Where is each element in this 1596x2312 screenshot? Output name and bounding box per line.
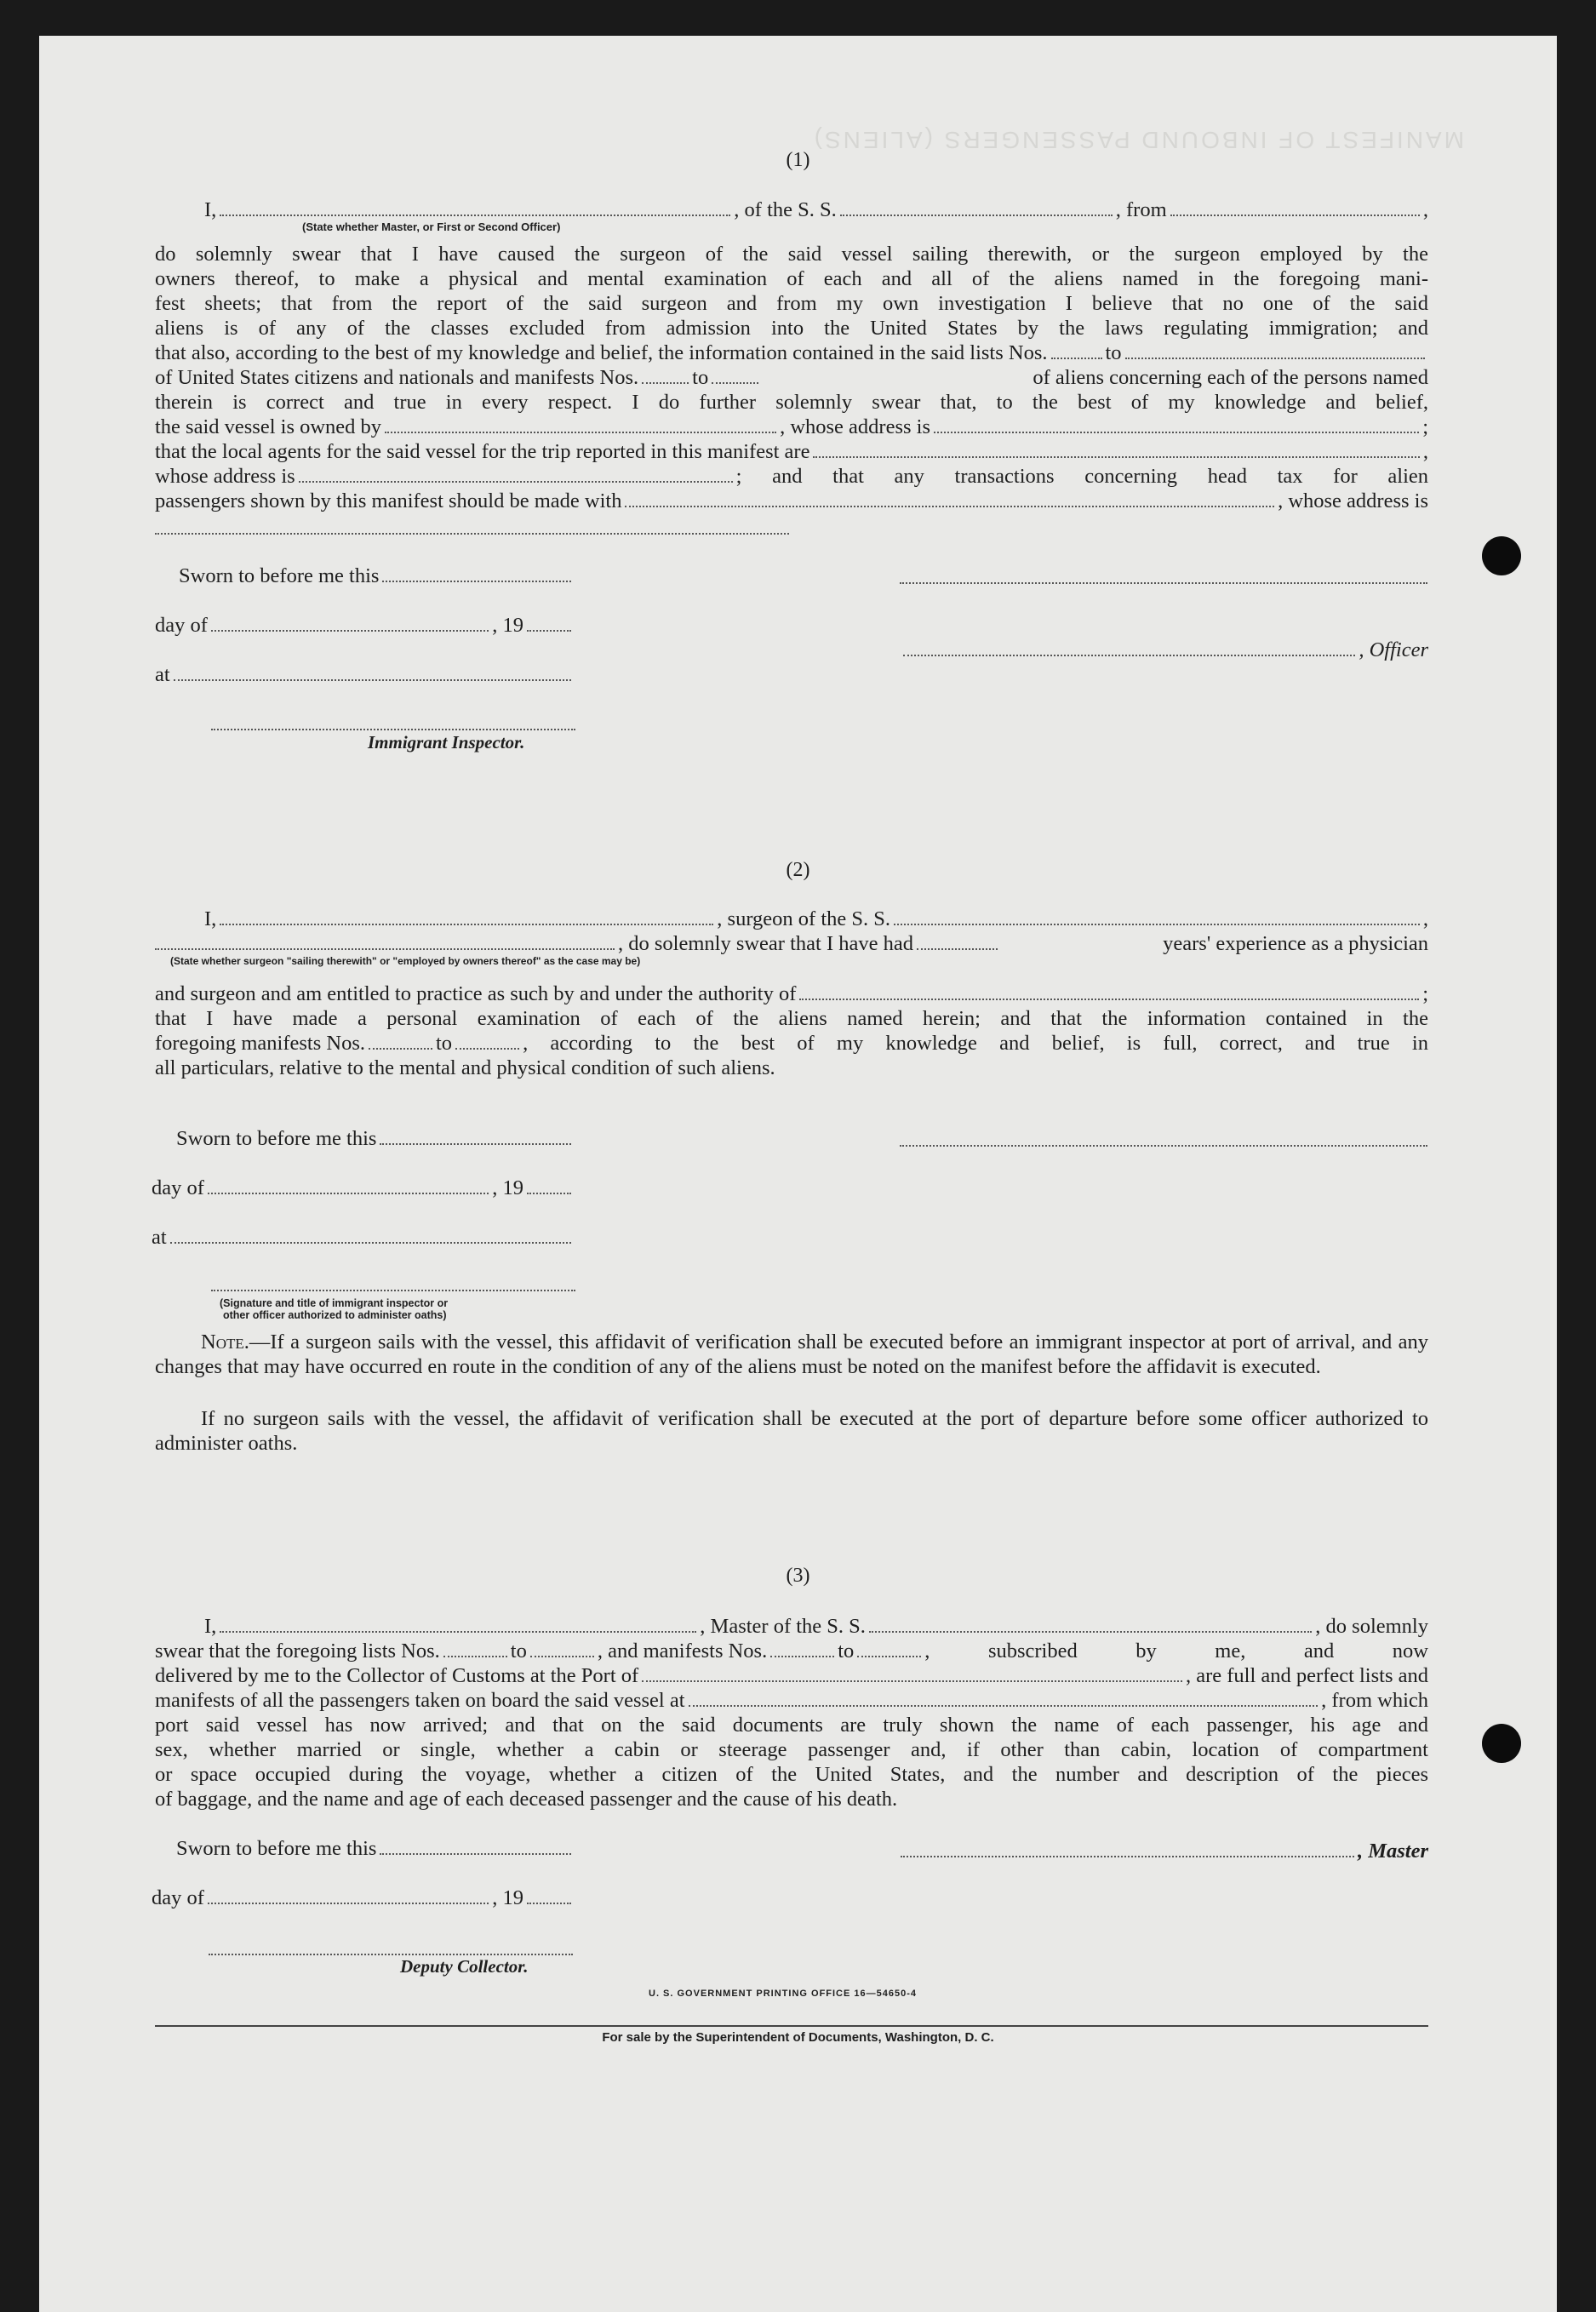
sec2-paragraph-line-4: that I have made a personal examination of each of the aliens named herein; and that the information contained in the <box>155 1007 1428 1030</box>
section-1-number: (1) <box>786 149 810 171</box>
sec1-line-10: that the local agents for the said vessel for the trip reported in this manifest are , <box>155 440 1428 463</box>
sec3-lists-to-field[interactable] <box>530 1640 594 1657</box>
owner-field[interactable] <box>385 416 776 433</box>
sec3-lists-from-field[interactable] <box>443 1640 507 1657</box>
sec2-paragraph-line-6: all particulars, relative to the mental and physical condition of such aliens. <box>155 1056 775 1079</box>
sec3-day-of: day of , 19 <box>152 1886 575 1910</box>
sec3-line-2: swear that the foregoing lists Nos. to , and manifests Nos. to , subscribed by me, and now <box>155 1640 1428 1662</box>
sec3-sworn: Sworn to before me this <box>176 1836 575 1861</box>
master-signature: , Master <box>897 1839 1428 1863</box>
footer-sale-notice: For sale by the Superintendent of Documents, Washington, D. C. <box>602 2030 994 2045</box>
sec2-line-5: foregoing manifests Nos. to , according to the best of my knowledge and belief, is full, correct, and true in <box>155 1032 1428 1055</box>
sec1-paragraph-line-2: do solemnly swear that I have caused the surgeon of the said vessel sailing therewith, or the surgeon employed by the <box>155 243 1428 266</box>
officer-signature-line-2[interactable] <box>903 639 1355 656</box>
master-signature-line[interactable] <box>901 1840 1354 1857</box>
lists-to-field[interactable] <box>1125 342 1425 359</box>
sec2-manifests-to-field[interactable] <box>455 1033 519 1050</box>
sec2-note-2: If no surgeon sails with the vessel, the affidavit of verification shall be executed at the port of departure before some officer authorized to administer oaths. <box>155 1407 1428 1455</box>
sec1-place-field[interactable] <box>174 664 571 681</box>
officer-rank-caption: (State whether Master, or First or Second Officer) <box>302 220 561 233</box>
officer-signature-line-1[interactable] <box>900 582 1427 584</box>
footer-rule <box>155 2025 1428 2027</box>
printer-imprint: U. S. GOVERNMENT PRINTING OFFICE 16—54650-4 <box>649 1989 918 1999</box>
officer-signature: , Officer <box>900 638 1428 662</box>
collector-signature-line[interactable] <box>209 1954 573 1955</box>
sec2-sig-caption-2: other officer authorized to administer oaths) <box>223 1309 447 1321</box>
sec3-line-4: manifests of all the passengers taken on board the said vessel at , from which <box>155 1689 1428 1712</box>
lists-from-field[interactable] <box>1051 342 1102 359</box>
surgeon-vessel-field[interactable] <box>894 908 1420 925</box>
sec3-month-field[interactable] <box>208 1887 489 1904</box>
sec2-line-2: , do solemnly swear that I have had years' experience as a physician <box>155 931 1428 956</box>
sec2-manifests-from-field[interactable] <box>369 1033 432 1050</box>
inspector-caption: Immigrant Inspector. <box>368 732 525 753</box>
surgeon-name-field[interactable] <box>220 908 713 925</box>
master-vessel-field[interactable] <box>869 1616 1312 1633</box>
section-3-number: (3) <box>786 1565 810 1587</box>
sec1-sworn-day-field[interactable] <box>382 565 571 582</box>
departure-port-field[interactable] <box>1170 199 1420 216</box>
practice-authority-field[interactable] <box>799 983 1419 1000</box>
surgeon-signature-line[interactable] <box>900 1145 1427 1147</box>
sec2-month-field[interactable] <box>208 1177 489 1194</box>
sec3-paragraph-line-6: sex, whether married or single, whether a cabin or steerage passenger and, if other than cabin, location of compartment <box>155 1738 1428 1761</box>
sec2-at: at <box>152 1225 575 1250</box>
sec3-paragraph-line-8: of baggage, and the name and age of each deceased passenger and the cause of his death. <box>155 1788 898 1811</box>
sec1-paragraph-line-4: fest sheets; that from the report of the said surgeon and from my own investigation I believe that no one of the said <box>155 292 1428 315</box>
sec1-line-12: passengers shown by this manifest should be made with , whose address is <box>155 489 1428 512</box>
sec2-line-3: and surgeon and am entitled to practice as such by and under the authority of ; <box>155 982 1428 1005</box>
sec2-year-field[interactable] <box>527 1177 571 1194</box>
officer-rank-field[interactable] <box>220 199 730 216</box>
manifests-to-field[interactable] <box>712 367 758 384</box>
sec3-line-1: I, , Master of the S. S. , do solemnly <box>204 1615 1428 1638</box>
sec2-place-field[interactable] <box>170 1227 571 1244</box>
collector-port-field[interactable] <box>642 1665 1182 1682</box>
surgeon-status-field[interactable] <box>155 933 615 950</box>
punch-hole-bottom <box>1482 1724 1521 1763</box>
collector-caption: Deputy Collector. <box>400 1956 529 1977</box>
sec2-sworn: Sworn to before me this <box>176 1126 575 1151</box>
sec1-at: at <box>155 662 575 687</box>
embarkation-port-field[interactable] <box>689 1690 1319 1707</box>
sec1-line-7: of United States citizens and nationals and manifests Nos. to of aliens concerning each of the persons named <box>155 366 1428 389</box>
vessel-name-field[interactable] <box>840 199 1113 216</box>
agents-address-field[interactable] <box>299 466 733 483</box>
owner-address-field[interactable] <box>934 416 1419 433</box>
punch-hole-top <box>1482 536 1521 575</box>
manifests-from-field[interactable] <box>642 367 689 384</box>
sec1-paragraph-line-3: owners thereof, to make a physical and mental examination of each and all of the aliens named in the foregoing mani- <box>155 267 1428 290</box>
sec1-line-1: I, , of the S. S. , from , <box>204 198 1428 221</box>
sec1-paragraph-line-8: therein is correct and true in every respect. I do further solemnly swear that, to the best of my knowledge and belief, <box>155 391 1428 414</box>
master-name-field[interactable] <box>220 1616 696 1633</box>
sec1-year-field[interactable] <box>527 615 571 632</box>
sec1-line-6: that also, according to the best of my knowledge and belief, the information contained in the said lists Nos. to <box>155 341 1428 365</box>
sec3-manifests-to-field[interactable] <box>857 1640 921 1657</box>
sec1-line-9: the said vessel is owned by , whose address is ; <box>155 415 1428 438</box>
sec3-paragraph-line-7: or space occupied during the voyage, whether a citizen of the United States, and the number and description of the pieces <box>155 1763 1428 1786</box>
sec2-sig-caption-1: (Signature and title of immigrant inspector or <box>220 1297 449 1309</box>
sec2-signature-line[interactable] <box>211 1290 575 1291</box>
surgeon-status-caption: (State whether surgeon "sailing therewith" or "employed by owners thereof" as the case may be) <box>170 955 641 967</box>
sec3-manifests-from-field[interactable] <box>770 1640 834 1657</box>
sec2-line-1: I, , surgeon of the S. S. , <box>204 907 1428 930</box>
section-2-number: (2) <box>786 859 810 881</box>
head-tax-address-field[interactable] <box>155 533 789 535</box>
sec1-paragraph-line-5: aliens is of any of the classes excluded from admission into the United States by the laws regulating immigration; and <box>155 317 1428 340</box>
sec1-month-field[interactable] <box>211 615 489 632</box>
sec1-sworn: Sworn to before me this <box>179 564 575 588</box>
sec2-note-1: Note.—If a surgeon sails with the vessel, this affidavit of verification shall be executed before an immigrant inspector at port of arrival, and any changes that may have occurred en route in the condition of any of the aliens must be noted on the manifest before the affidavit is executed. <box>155 1331 1428 1378</box>
sec3-year-field[interactable] <box>527 1887 571 1904</box>
sec2-day-of: day of , 19 <box>152 1176 575 1200</box>
sec1-line-11: whose address is ; and that any transactions concerning head tax for alien <box>155 465 1428 488</box>
head-tax-contact-field[interactable] <box>625 490 1274 507</box>
years-experience-field[interactable] <box>917 933 998 950</box>
sec3-sworn-day-field[interactable] <box>380 1838 571 1855</box>
sec3-paragraph-line-5: port said vessel has now arrived; and that on the said documents are truly shown the name of each passenger, his age and <box>155 1714 1428 1737</box>
inspector-signature-line[interactable] <box>211 729 575 730</box>
sec3-line-3: delivered by me to the Collector of Customs at the Port of , are full and perfect lists and <box>155 1664 1428 1687</box>
sec2-sworn-day-field[interactable] <box>380 1128 571 1145</box>
sec1-day-of: day of , 19 <box>155 613 575 638</box>
local-agents-field[interactable] <box>813 441 1419 458</box>
bleed-through-header: MANIFEST OF INBOUND PASSENGERS (ALIENS) <box>811 127 1464 153</box>
